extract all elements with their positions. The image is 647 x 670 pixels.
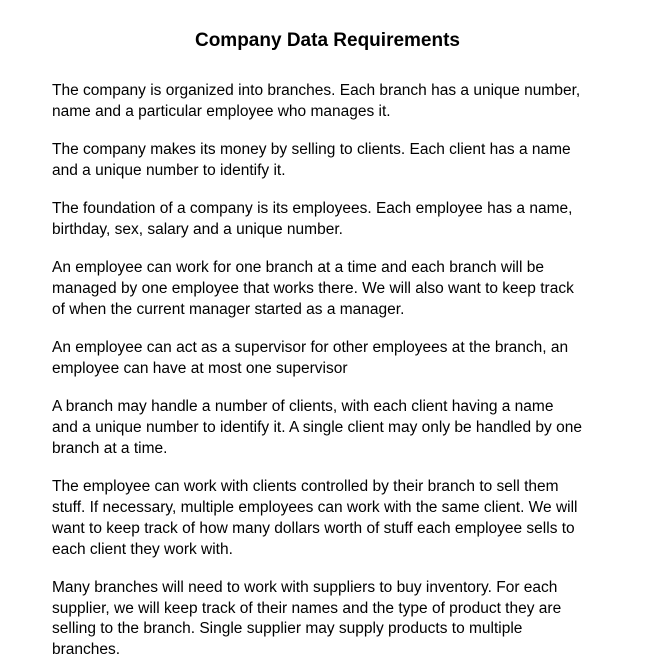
paragraph-branch-manager: An employee can work for one branch at a time and each branch will be managed by one employee that works there. We will also want to keep track of when the current manager started as a manager.: [52, 259, 574, 318]
paragraph-works-with: The employee can work with clients controlled by their branch to sell them stuff. If necessary, multiple employees can work with the same client. We will want to keep track of how many dollars worth of stuff each employee sells to each client they work with.: [52, 478, 578, 558]
paragraph-suppliers: Many branches will need to work with suppliers to buy inventory. For each supplier, we will keep track of their names and the type of product they are selling to the branch. Single supplier may supply products to multiple branches.: [52, 578, 562, 659]
paragraph-employees: The foundation of a company is its employees. Each employee has a name, birthday, sex, salary and a unique number.: [52, 200, 573, 238]
paragraph-branch-clients: A branch may handle a number of clients, with each client having a name and a unique number to identify it. A single client may only be handled by one branch at a time.: [52, 398, 582, 457]
paragraph-supervisor: An employee can act as a supervisor for other employees at the branch, an employee can have at most one supervisor: [52, 339, 569, 377]
paragraph-branches: The company is organized into branches. Each branch has a unique number, name and a particular employee who manages it.: [52, 82, 581, 120]
document-title: Company Data Requirements: [194, 30, 460, 51]
paragraph-clients: The company makes its money by selling to clients. Each client has a name and a unique number to identify it.: [52, 141, 571, 179]
